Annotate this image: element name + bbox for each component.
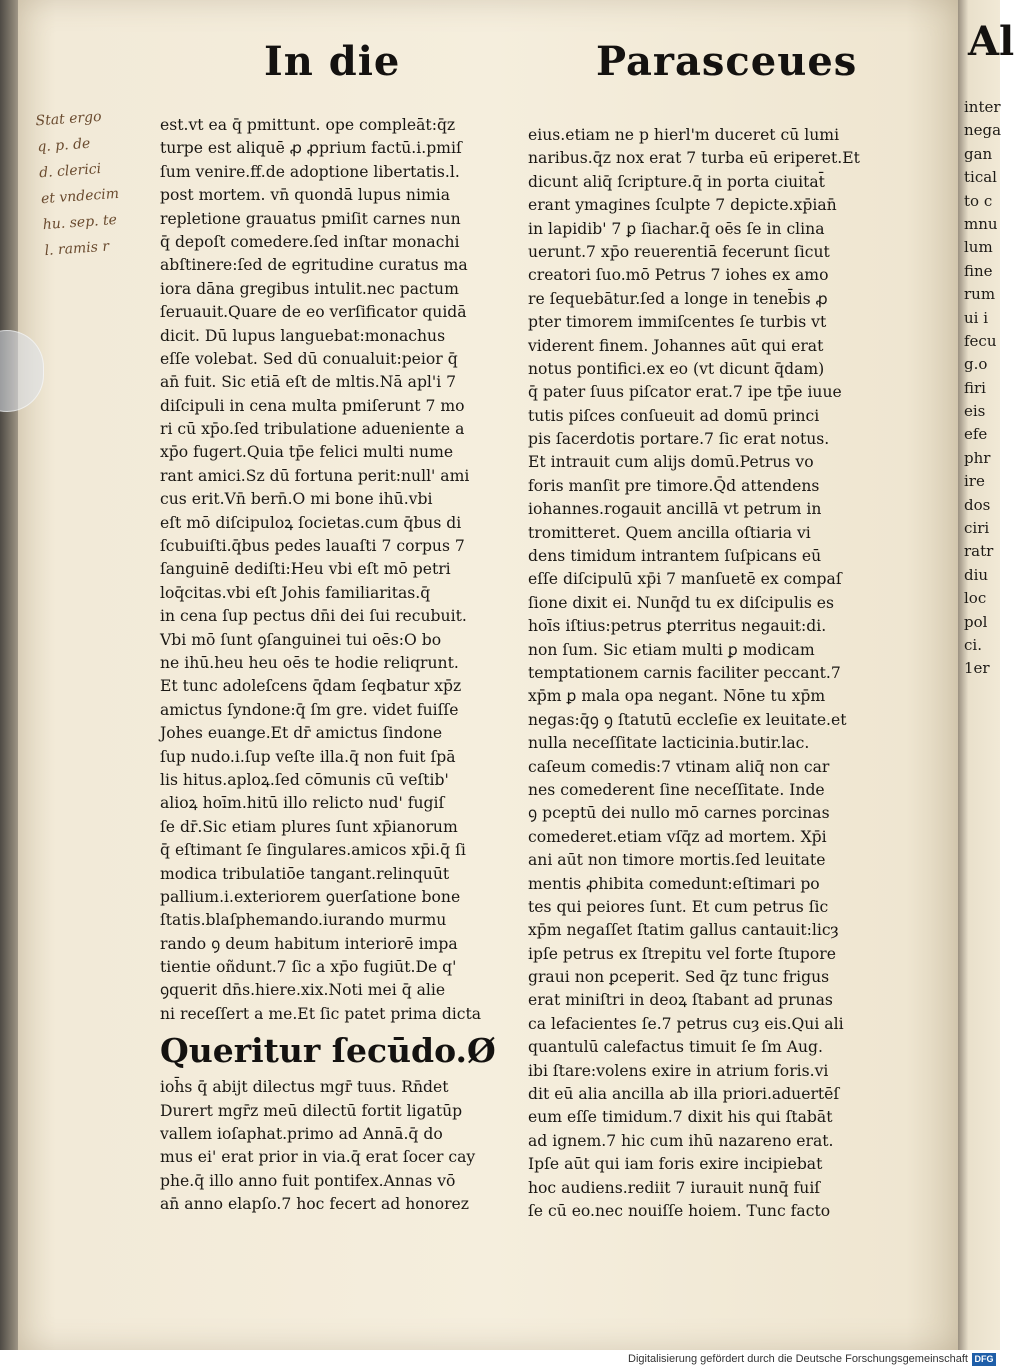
- next-page-title: Al: [968, 18, 1014, 65]
- dfg-logo-icon: DFG: [972, 1353, 996, 1366]
- next-page-line: mnu: [964, 214, 998, 233]
- text-line: temptationem carnis faciliter peccant.7: [528, 663, 841, 682]
- text-line: caſeum comedis:7 vtinam aliq̄ non car: [528, 757, 830, 776]
- text-line: ꝯquerit dn̄s.hiere.xix.Noti mei q̄ alie: [160, 981, 446, 1000]
- right-text-column: [528, 124, 900, 1223]
- text-line: iohannes.rogauit ancillā vt petrum in: [528, 500, 822, 519]
- next-page-edge: [958, 0, 1014, 1350]
- text-line: xp̄m ꝑ mala opa negant. Nōne tu xp̄m: [528, 687, 826, 706]
- text-line: erant ymagines ſculpte 7 depicte.xp̄ian̄: [528, 196, 837, 215]
- running-head-left: In die: [264, 38, 401, 85]
- text-line: Et intrauit cum alijs domū.Petrus vo: [528, 453, 814, 472]
- text-line: tientie oñdunt.7 ſic a xp̄o fugiūt.De q': [160, 958, 457, 977]
- next-page-line: inter: [964, 98, 1001, 116]
- text-line: ſione dixit ei. Nunq̄d tu ex diſcipulis es: [528, 593, 835, 612]
- text-line: rando ꝯ deum habitum interiorē impa: [160, 934, 458, 953]
- text-line: foris manſit pre timore.Q̄d attendens: [528, 476, 820, 495]
- text-line: ioh̄s q̄ abijt dilectus mgr̄ tuus. Rn̄det: [160, 1078, 449, 1097]
- text-line: dicit. Dū lupus languebat:monachus: [160, 326, 446, 345]
- text-line: dit eū alia ancilla ab illa priori.aduertēſ: [528, 1085, 840, 1104]
- text-line: ad ignem.7 hic cum ihū nazareno erat.: [528, 1131, 834, 1150]
- annotation-line: et vndecim: [40, 185, 120, 208]
- next-page-text: [964, 96, 1004, 681]
- text-line: ipſe petrus ex ſtrepitu vel forte ſtupore: [528, 944, 836, 963]
- text-line: in cena ſup pectus dn̄i dei ſui recubuit.: [160, 607, 467, 626]
- text-line: ſup nudo.i.ſup veſte illa.q̄ non fuit ſpā: [160, 747, 456, 766]
- text-line: pis ſacerdotis portare.7 ſic erat notus.: [528, 430, 830, 449]
- text-line: lis hitus.aploꝝ.ſed cōmunis cū veſtib': [160, 770, 449, 789]
- text-line: tes qui peiores ſunt. Et cum petrus ſic: [528, 897, 829, 916]
- next-page-line: g.o: [964, 355, 988, 374]
- text-line: nes comederent ſine neceſſitate. Inde: [528, 780, 825, 799]
- margin-annotation: [35, 100, 168, 264]
- next-page-line: fine: [964, 261, 993, 280]
- text-line: Vbi mō ſunt ꝯſanguinei tui oēs:O bo: [160, 630, 442, 649]
- text-line: negas:q̄ꝯ ꝯ ſtatutū eccleſie ex leuitate.et: [528, 710, 847, 729]
- next-page-line: ire: [964, 472, 985, 491]
- text-line: in lapidib' 7 ꝑ ſiachar.q̄ oēs ſe in clina: [528, 219, 825, 238]
- text-line: alioꝝ hoīm.hitū illo relicto nud' fugiſ: [160, 794, 445, 813]
- text-line: comederet.etiam vſq̄z ad mortem. Xp̄i: [528, 827, 827, 846]
- book-page: [18, 0, 963, 1350]
- next-page-line: ci.: [964, 635, 982, 654]
- next-page-line: efe: [964, 425, 988, 444]
- next-page-line: firi: [964, 378, 986, 397]
- text-line: ſeruauit.Quare de eo verſificator quidā: [160, 303, 467, 322]
- text-line: ſe cū eo.nec nouiſſe hoiem. Tunc facto: [528, 1201, 831, 1220]
- next-page-line: lum: [964, 238, 993, 257]
- text-line: est.vt ea q̄ pmittunt. ope compleāt:q̄z: [160, 116, 456, 134]
- text-line: graui non ꝑceperit. Sed q̄z tunc frigus: [528, 968, 830, 987]
- text-line: q̄ depoſt comedere.ſed inſtar monachi: [160, 232, 460, 251]
- next-page-line: loc: [964, 589, 987, 608]
- next-page-line: ciri: [964, 519, 990, 538]
- text-line: Johes euange.Et dr̄ amictus ſindone: [160, 724, 443, 743]
- text-line: q̄ pater ſuus piſcator erat.7 ipe tp̄e iuue: [528, 383, 842, 402]
- text-line: an̄ fuit. Sic etiā eſt de mltis.Nā apl'i 7: [160, 373, 457, 392]
- text-line: tutis piſces conſueuit ad domū princi: [528, 406, 820, 425]
- next-page-line: eis: [964, 402, 986, 421]
- next-page-line: dos: [964, 495, 991, 514]
- text-line: ri cū xp̄o.ſed tribulatione adueniente a: [160, 420, 465, 439]
- next-page-line: nega: [964, 121, 1002, 140]
- text-line: q̄ eſtimant ſe ſingulares.amicos xp̄i.q̄ ſi: [160, 841, 466, 860]
- text-line: Durert mgr̄z meū dilectū fortit ligatūp: [160, 1101, 463, 1120]
- text-line: nulla neceſſitate lacticinia.butir.lac.: [528, 734, 810, 753]
- text-line: ſum venire.ff.de adoptione libertatis.l.: [160, 162, 460, 181]
- text-line: ſcubuiſti.q̄bus pedes lauaſti 7 corpus 7: [160, 537, 465, 556]
- text-line: eſſe volebat. Sed dū conualuit:peior q̄: [160, 349, 458, 368]
- text-line: ſanguinē dediſti:Heu vbi eſt mō petri: [160, 560, 451, 579]
- text-line: Et tunc adoleſcens q̄dam ſeqbatur xp̄z: [160, 677, 462, 696]
- text-line: quantulū calefactus timuit ſe ſm Aug.: [528, 1038, 823, 1057]
- text-line: ca lefacientes ſe.7 petrus cuȝ eis.Qui ali: [528, 1014, 844, 1033]
- text-line: pter timorem immiſcentes ſe turbis vt: [528, 313, 827, 332]
- text-line: cus erit.Vn̄ bern̄.O mi bone ihū.vbi: [160, 490, 433, 509]
- next-page-line: pol: [964, 612, 988, 631]
- text-line: uerunt.7 xp̄o reuerentiā fecerunt ſicut: [528, 242, 830, 261]
- text-line: non ſum. Sic etiam multi ꝑ modicam: [528, 640, 815, 659]
- next-page-line: tical: [964, 168, 997, 187]
- annotation-line: hu. sep. te: [42, 212, 118, 234]
- text-line: re ſequebātur.ſed a longe in teneb̄is ꝓ: [528, 289, 828, 308]
- text-line: amictus ſyndone:q̄ ſm gre. videt fuiſſe: [160, 700, 459, 719]
- next-page-line: phr: [964, 448, 991, 467]
- next-page-line: rum: [964, 285, 996, 304]
- text-line: eſſe diſcipulū xp̄i 7 manſuetē ex compaſ: [528, 570, 842, 589]
- text-line: naribus.q̄z nox erat 7 turba eū eriperet.Et: [528, 149, 860, 168]
- footer-bar: [0, 1350, 1000, 1370]
- text-line: phe.q̄ illo anno fuit pontifex.Annas vō: [160, 1171, 456, 1190]
- text-line: xp̄m negaſſet ſtatim gallus cantauit:licȝ: [528, 921, 839, 940]
- text-line: dens timidum intrantem ſuſpicans eū: [528, 547, 822, 566]
- funding-credit: Digitalisierung gefördert durch die Deutsche Forschungsgemeinschaft: [628, 1353, 968, 1365]
- section-heading: Queritur ſecūdo.Ø: [160, 1031, 496, 1071]
- text-line: ſtatis.blaſphemando.iurando murmu: [160, 911, 447, 930]
- text-line: turpe est aliquē ꝓ ꝓprium factū.i.pmiſ: [160, 139, 462, 158]
- text-line: pallium.i.exteriorem ꝯuerſatione bone: [160, 887, 461, 906]
- running-head-right: Parasceues: [596, 38, 858, 85]
- text-line: ani aūt non timore mortis.ſed leuitate: [528, 851, 826, 870]
- text-line: dicunt aliq̄ ſcripture.q̄ in porta ciuitat̄: [528, 172, 825, 191]
- text-line: vallem ioſaphat.primo ad Annā.q̄ do: [160, 1125, 443, 1144]
- text-line: hoīs iſtius:petrus ꝑterritus negauit:di.: [528, 617, 827, 636]
- text-line: viderent finem. Johannes aūt qui erat: [528, 336, 824, 355]
- text-line: loq̄citas.vbi eſt Johis familiaritas.q̄: [160, 583, 431, 602]
- text-line: abſtinere:ſed de egritudine curatus ma: [160, 256, 468, 275]
- text-line: rant amici.Sz dū fortuna perit:null' ami: [160, 466, 470, 485]
- text-line: tromitteret. Quem ancilla oſtiaria vi: [528, 523, 811, 542]
- annotation-line: q. p. de: [36, 135, 91, 156]
- text-line: ni receſſert a me.Et ſic patet prima dicta: [160, 1004, 482, 1023]
- next-page-line: ratr: [964, 542, 994, 561]
- next-page-line: diu: [964, 565, 989, 584]
- text-line: creatori ſuo.mō Petrus 7 iohes ex amo: [528, 266, 829, 285]
- text-line: post mortem. vn̄ quondā lupus nimia: [160, 186, 451, 205]
- text-line: mus ei' erat prior in via.q̄ erat ſocer cay: [160, 1148, 476, 1167]
- left-text-column: [160, 114, 524, 1217]
- text-line: eum eſſe timidum.7 dixit his qui ſtabāt: [528, 1108, 833, 1127]
- text-line: ibi ſtare:volens exire in atrium foris.vi: [528, 1061, 829, 1080]
- text-line: ne ihū.heu heu oēs te hodie reliqrunt.: [160, 653, 459, 672]
- annotation-line: d. clerici: [38, 160, 102, 182]
- text-line: an̄ anno elapſo.7 hoc fecert ad honorez: [160, 1195, 469, 1214]
- annotation-line: Stat ergo: [35, 108, 103, 130]
- text-line: Ipſe aūt qui iam foris exire incipiebat: [528, 1155, 823, 1174]
- next-page-line: 1er: [964, 659, 990, 678]
- annotation-line: l. ramis r: [44, 238, 110, 260]
- next-page-line: gan: [964, 144, 993, 163]
- text-line: notus pontifici.ex eo (vt dicunt q̄dam): [528, 359, 825, 378]
- next-page-line: ui i: [964, 308, 989, 327]
- text-line: xp̄o fugert.Quia tp̄e felici multi nume: [160, 443, 454, 462]
- text-line: hoc audiens.rediit 7 iurauit nunq̄ fuiſ: [528, 1178, 821, 1197]
- text-line: mentis ꝓhibita comedunt:eſtimari po: [528, 874, 820, 893]
- text-line: ꝯ pceptū dei nullo mō carnes porcinas: [528, 804, 830, 823]
- text-line: iora dāna gregibus intulit.nec pactum: [160, 279, 459, 298]
- text-line: eius.etiam ne p hierl'm duceret cū lumi: [528, 126, 840, 144]
- text-line: ſe dr̄.Sic etiam plures ſunt xp̄ianorum: [160, 817, 458, 836]
- text-line: eſt mō diſcipuloꝝ ſocietas.cum q̄bus di: [160, 513, 462, 532]
- next-page-line: to c: [964, 191, 993, 210]
- next-page-line: fecu: [964, 331, 997, 350]
- text-line: erat miniſtri in deoꝝ ſtabant ad prunas: [528, 991, 833, 1010]
- text-line: repletione grauatus pmiſit carnes nun: [160, 209, 461, 228]
- text-line: diſcipuli in cena multa pmiſerunt 7 mo: [160, 396, 465, 415]
- text-line: modica tribulatiōe tangant.relinquūt: [160, 864, 450, 883]
